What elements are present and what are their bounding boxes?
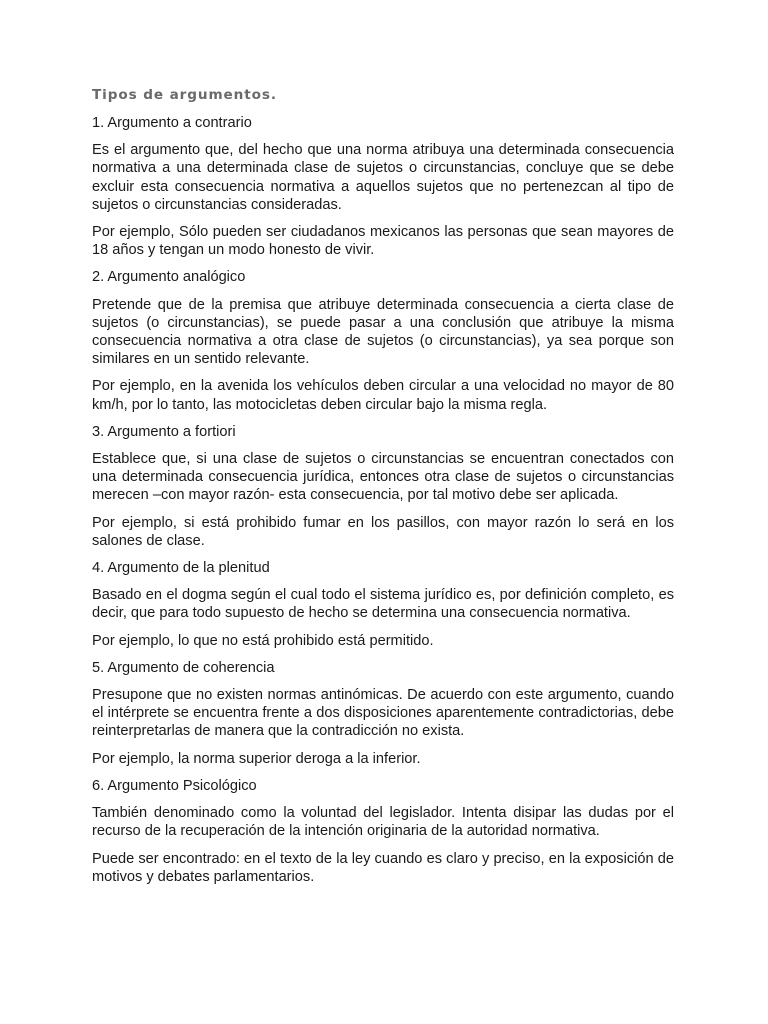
section-paragraph: Presupone que no existen normas antinómicas. De acuerdo con este argumento, cuando el intérprete se encuentra frente a dos disposiciones aparentemente contradictorias, debe reinterpretarlas de manera que la contradicción no exista. bbox=[92, 687, 674, 740]
section-paragraph: Puede ser encontrado: en el texto de la ley cuando es claro y preciso, en la exposición de motivos y debates parlamentarios. bbox=[92, 850, 674, 885]
section-example: Por ejemplo, lo que no está prohibido está permitido. bbox=[92, 632, 434, 649]
document-page bbox=[92, 86, 674, 895]
section-argumento-a-fortiori bbox=[92, 423, 674, 550]
section-argumento-de-la-plenitud bbox=[92, 559, 674, 650]
section-example: Por ejemplo, en la avenida los vehículos deben circular a una velocidad no mayor de 80 km/h, por lo tanto, las motocicletas deben circular bajo la misma regla. bbox=[92, 378, 674, 413]
section-heading: 2. Argumento analógico bbox=[92, 269, 246, 286]
section-paragraph: También denominado como la voluntad del legislador. Intenta disipar las dudas por el recurso de la recuperación de la intención originaria de la autoridad normativa. bbox=[92, 805, 674, 840]
section-example: Por ejemplo, si está prohibido fumar en los pasillos, con mayor razón lo será en los salones de clase. bbox=[92, 514, 674, 549]
section-heading: 5. Argumento de coherencia bbox=[92, 659, 275, 676]
section-argumento-analogico bbox=[92, 268, 674, 413]
document-title: Tipos de argumentos. bbox=[92, 87, 277, 103]
section-heading: 4. Argumento de la plenitud bbox=[92, 560, 270, 577]
section-argumento-de-coherencia bbox=[92, 659, 674, 768]
section-paragraph: Basado en el dogma según el cual todo el sistema jurídico es, por definición completo, es decir, que para todo supuesto de hecho se determina una consecuencia normativa. bbox=[92, 587, 674, 622]
section-argumento-a-contrario bbox=[92, 114, 674, 259]
section-example: Por ejemplo, Sólo pueden ser ciudadanos mexicanos las personas que sean mayores de 18 años y tengan un modo honesto de vivir. bbox=[92, 224, 674, 259]
section-paragraph: Pretende que de la premisa que atribuye determinada consecuencia a cierta clase de sujetos (o circunstancias), se puede pasar a una conclusión que atribuye la misma consecuencia normativa a otra clase de sujetos (o circunstancias), ya sea porque son similares en un sentido relevante. bbox=[92, 296, 674, 368]
section-paragraph: Establece que, si una clase de sujetos o circunstancias se encuentran conectados con una determinada consecuencia jurídica, entonces otra clase de sujetos o circunstancias merecen –con mayor razón- esta consecuencia, por tal motivo debe ser aplicada. bbox=[92, 451, 674, 504]
section-paragraph: Es el argumento que, del hecho que una norma atribuya una determinada consecuencia normativa a una determinada clase de sujetos o circunstancias, concluye que se debe excluir esta consecuencia normativa a aquellos sujetos que no pertenezcan al tipo de sujetos o circunstancias consideradas. bbox=[92, 142, 674, 213]
section-argumento-psicologico bbox=[92, 777, 674, 886]
section-heading: 6. Argumento Psicológico bbox=[92, 777, 257, 794]
section-heading: 3. Argumento a fortiori bbox=[92, 423, 236, 440]
section-example: Por ejemplo, la norma superior deroga a la inferior. bbox=[92, 750, 421, 767]
section-heading: 1. Argumento a contrario bbox=[92, 115, 252, 131]
